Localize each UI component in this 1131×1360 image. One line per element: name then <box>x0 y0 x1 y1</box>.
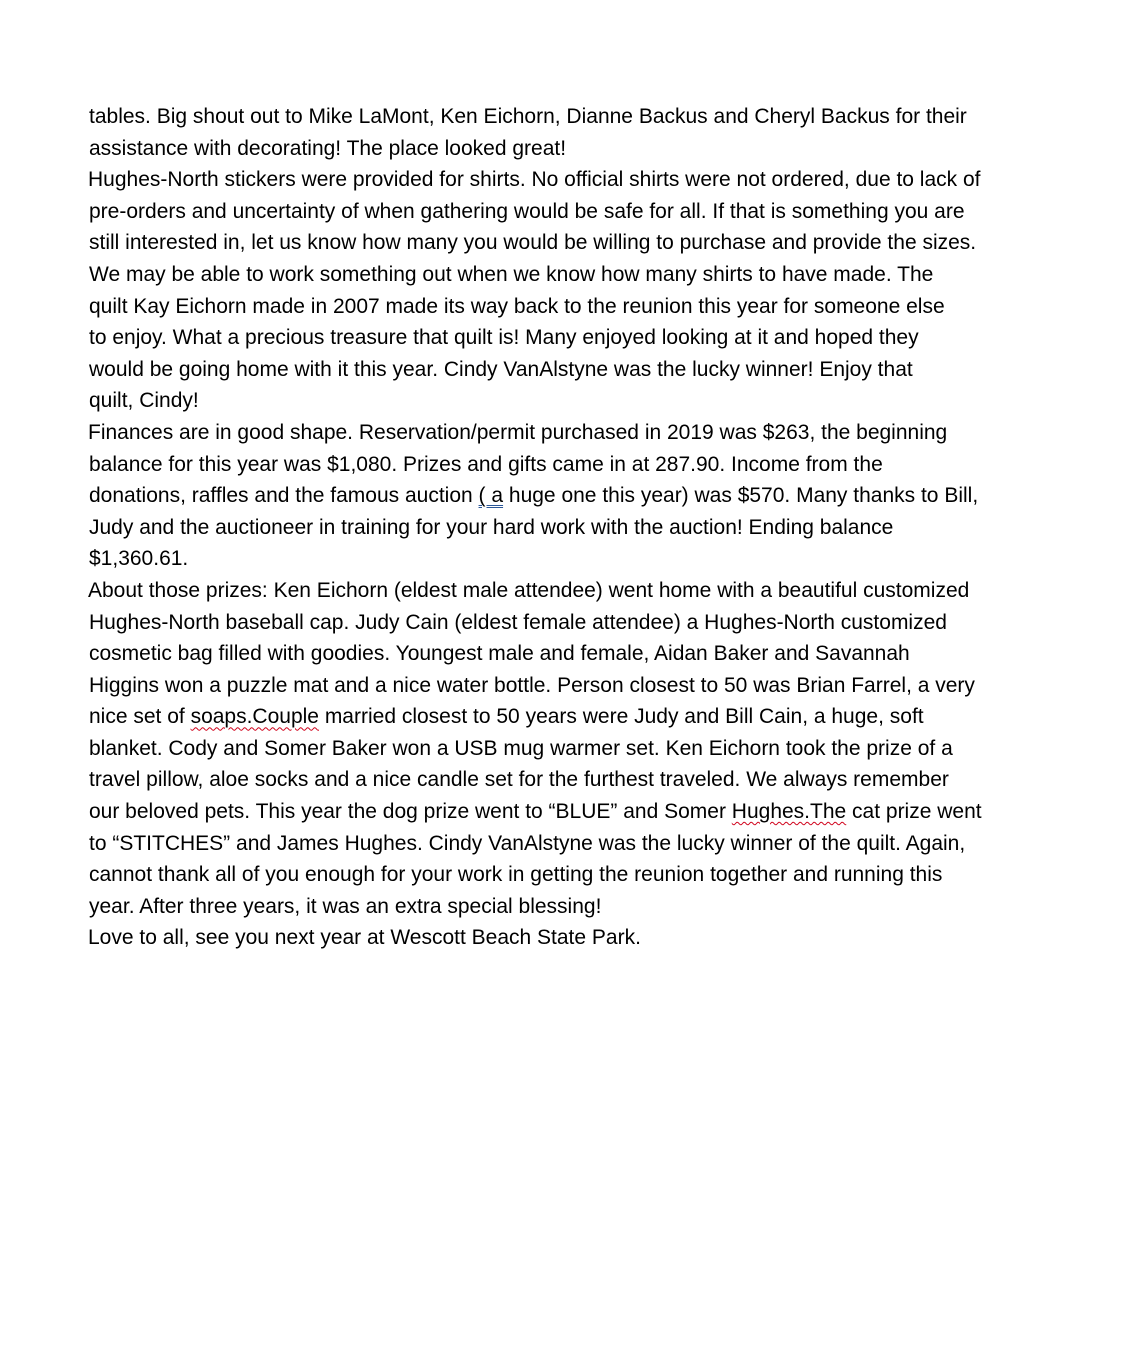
text-line <box>89 259 1049 291</box>
text-run: would be going home with it this year. Cindy VanAlstyne was the lucky winner! Enjoy that <box>89 357 913 381</box>
text-line <box>88 417 1049 449</box>
text-run: About those prizes: Ken Eichorn (eldest male attendee) went home with a beautiful customized <box>88 578 970 602</box>
text-run: blanket. Cody and Somer Baker won a USB mug warmer set. Ken Eichorn took the prize of a <box>89 736 953 760</box>
text-run: still interested in, let us know how many you would be willing to purchase and provide the sizes. <box>89 231 977 255</box>
text-line <box>89 385 1049 417</box>
text-line <box>89 891 1049 923</box>
spelling-error-text[interactable]: Hughes.The <box>731 800 847 824</box>
text-run: Hughes-North baseball cap. Judy Cain (eldest female attendee) a Hughes-North customized <box>89 610 947 634</box>
paragraph <box>89 417 1049 575</box>
text-run: donations, raffles and the famous auction <box>89 484 479 508</box>
text-run: Judy and the auctioneer in training for your hard work with the auction! Ending balance <box>89 515 894 539</box>
document-body[interactable] <box>89 101 1049 954</box>
text-line <box>89 607 1049 639</box>
text-run: quilt, Cindy! <box>89 389 199 413</box>
text-run: nice set of <box>89 705 191 729</box>
text-run: our beloved pets. This year the dog prize went to “BLUE” and Somer <box>89 800 732 824</box>
text-line <box>89 101 1049 133</box>
text-line <box>89 449 1049 481</box>
text-run: Love to all, see you next year at Wescott Beach State Park. <box>88 926 641 950</box>
text-run: year. After three years, it was an extra special blessing! <box>89 894 602 918</box>
text-run: assistance with decorating! The place looked great! <box>89 136 567 160</box>
text-run: Higgins won a puzzle mat and a nice water bottle. Person closest to 50 was Brian Farrel, a very <box>89 673 975 697</box>
text-line <box>89 227 1049 259</box>
text-line <box>89 354 1049 386</box>
text-line <box>89 638 1049 670</box>
spelling-error-text[interactable]: soaps.Couple <box>190 705 319 729</box>
text-run: balance for this year was $1,080. Prizes and gifts came in at 287.90. Income from the <box>89 452 883 476</box>
text-line <box>89 480 1049 512</box>
paragraph <box>89 922 1049 954</box>
text-line <box>89 733 1049 765</box>
text-run: cosmetic bag filled with goodies. Youngest male and female, Aidan Baker and Savannah <box>89 642 910 666</box>
text-run: travel pillow, aloe socks and a nice candle set for the furthest traveled. We always remember <box>89 768 949 792</box>
text-run: Finances are in good shape. Reservation/permit purchased in 2019 was $263, the beginning <box>88 420 948 444</box>
text-line <box>88 922 1049 954</box>
paragraph <box>89 575 1049 923</box>
paragraph <box>89 101 1049 164</box>
text-run: to “STITCHES” and James Hughes. Cindy VanAlstyne was the lucky winner of the quilt. Again, <box>89 831 966 855</box>
text-line <box>89 764 1049 796</box>
text-run: cat prize went <box>846 800 982 824</box>
text-line <box>88 164 1049 196</box>
paragraph <box>89 164 1049 417</box>
text-run: tables. Big shout out to Mike LaMont, Ken Eichorn, Dianne Backus and Cheryl Backus for their <box>89 105 967 128</box>
text-run: cannot thank all of you enough for your work in getting the reunion together and running this <box>89 863 943 887</box>
text-line <box>89 291 1049 323</box>
text-line <box>89 322 1049 354</box>
text-line <box>89 512 1049 544</box>
grammar-suggestion-text[interactable]: ( a <box>478 484 504 508</box>
text-line <box>89 859 1049 891</box>
text-line <box>89 670 1049 702</box>
text-run: Hughes-North stickers were provided for shirts. No official shirts were not ordered, due to lack of <box>88 168 981 192</box>
text-run: pre-orders and uncertainty of when gathering would be safe for all. If that is something you are <box>89 199 965 223</box>
text-line <box>89 828 1049 860</box>
text-line <box>89 133 1049 165</box>
text-line <box>89 196 1049 228</box>
text-run: quilt Kay Eichorn made in 2007 made its way back to the reunion this year for someone else <box>89 294 945 318</box>
text-run: to enjoy. What a precious treasure that quilt is! Many enjoyed looking at it and hoped they <box>89 326 919 350</box>
text-run: married closest to 50 years were Judy and Bill Cain, a huge, soft <box>318 705 924 729</box>
text-line <box>88 575 1049 607</box>
text-run: huge one this year) was $570. Many thanks to Bill, <box>503 484 979 508</box>
text-line <box>89 701 1049 733</box>
text-run: We may be able to work something out when we know how many shirts to have made. The <box>89 262 934 286</box>
text-line <box>89 796 1049 828</box>
text-run: $1,360.61. <box>89 547 189 571</box>
text-line <box>89 543 1049 575</box>
